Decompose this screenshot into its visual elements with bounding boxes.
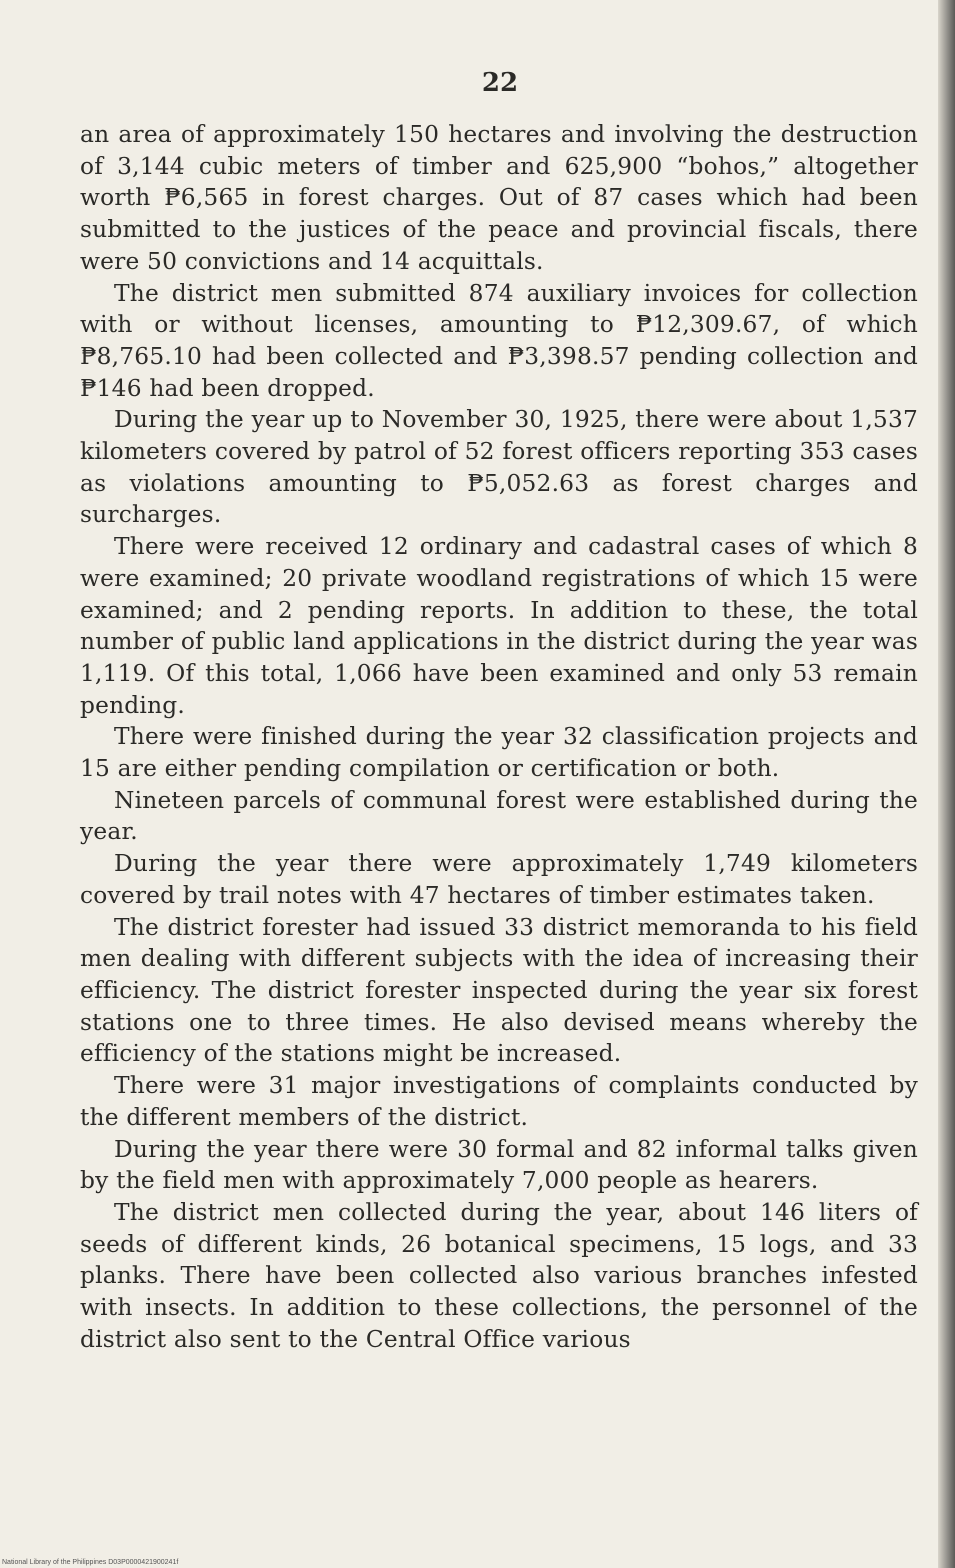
paragraph: There were 31 major investigations of complaints conducted by the different members of the district. bbox=[80, 1072, 918, 1131]
paragraph: There were received 12 ordinary and cadastral cases of which 8 were examined; 20 private woodland registrations of which 15 were examined; and 2 pending reports. In addition to these, the total number of public land applications in the district during the year was 1,119. Of this total, 1,066 have been examined and only 53 remain pending. bbox=[80, 533, 918, 719]
body-text bbox=[80, 119, 918, 1355]
paragraph: There were finished during the year 32 classification projects and 15 are either pending compilation or certification or both. bbox=[80, 723, 918, 783]
paragraph: Nineteen parcels of communal forest were established during the year. bbox=[80, 786, 918, 846]
paragraph: The district forester had issued 33 district memoranda to his field men dealing with different subjects with the idea of increasing their efficiency. The district forester inspected during the year six forest stations one to three times. He also devised means whereby the efficiency of the stations might be increased. bbox=[80, 913, 918, 1068]
paragraph: During the year there were 30 formal and 82 informal talks given by the field men with approximately 7,000 people as hearers. bbox=[80, 1135, 918, 1195]
footer-watermark: National Library of the Philippines D03P0000421900241f bbox=[2, 1559, 179, 1566]
paragraph: During the year up to November 30, 1925, there were about 1,537 kilometers covered by patrol of 52 forest officers reporting 353 cases as violations amounting to ₱5,052.63 as forest charges and surcharges. bbox=[80, 406, 918, 529]
paragraph: During the year there were approximately 1,749 kilometers covered by trail notes with 47 hectares of timber estimates taken. bbox=[80, 850, 918, 909]
paragraph: an area of approximately 150 hectares and involving the destruction of 3,144 cubic meters of timber and 625,900 “bohos,” altogether worth ₱6,565 in forest charges. Out of 87 cases which had been submitted to the justices of the peace and provincial fiscals, there were 50 convictions and 14 acquittals. bbox=[80, 121, 918, 275]
page-edge-shadow bbox=[938, 0, 955, 1568]
paragraph: The district men submitted 874 auxiliary invoices for collection with or without licenses, amounting to ₱12,309.67, of which ₱8,765.10 had been collected and ₱3,398.57 pending collection and ₱146 had been dropped. bbox=[80, 279, 918, 402]
page-number: 22 bbox=[481, 68, 519, 98]
paragraph: The district men collected during the year, about 146 liters of seeds of different kinds, 26 botanical specimens, 15 logs, and 33 planks. There have been collected also various branches infested with insects. In addition to these collections, the personnel of the district also sent to the Central Office various bbox=[80, 1198, 918, 1353]
